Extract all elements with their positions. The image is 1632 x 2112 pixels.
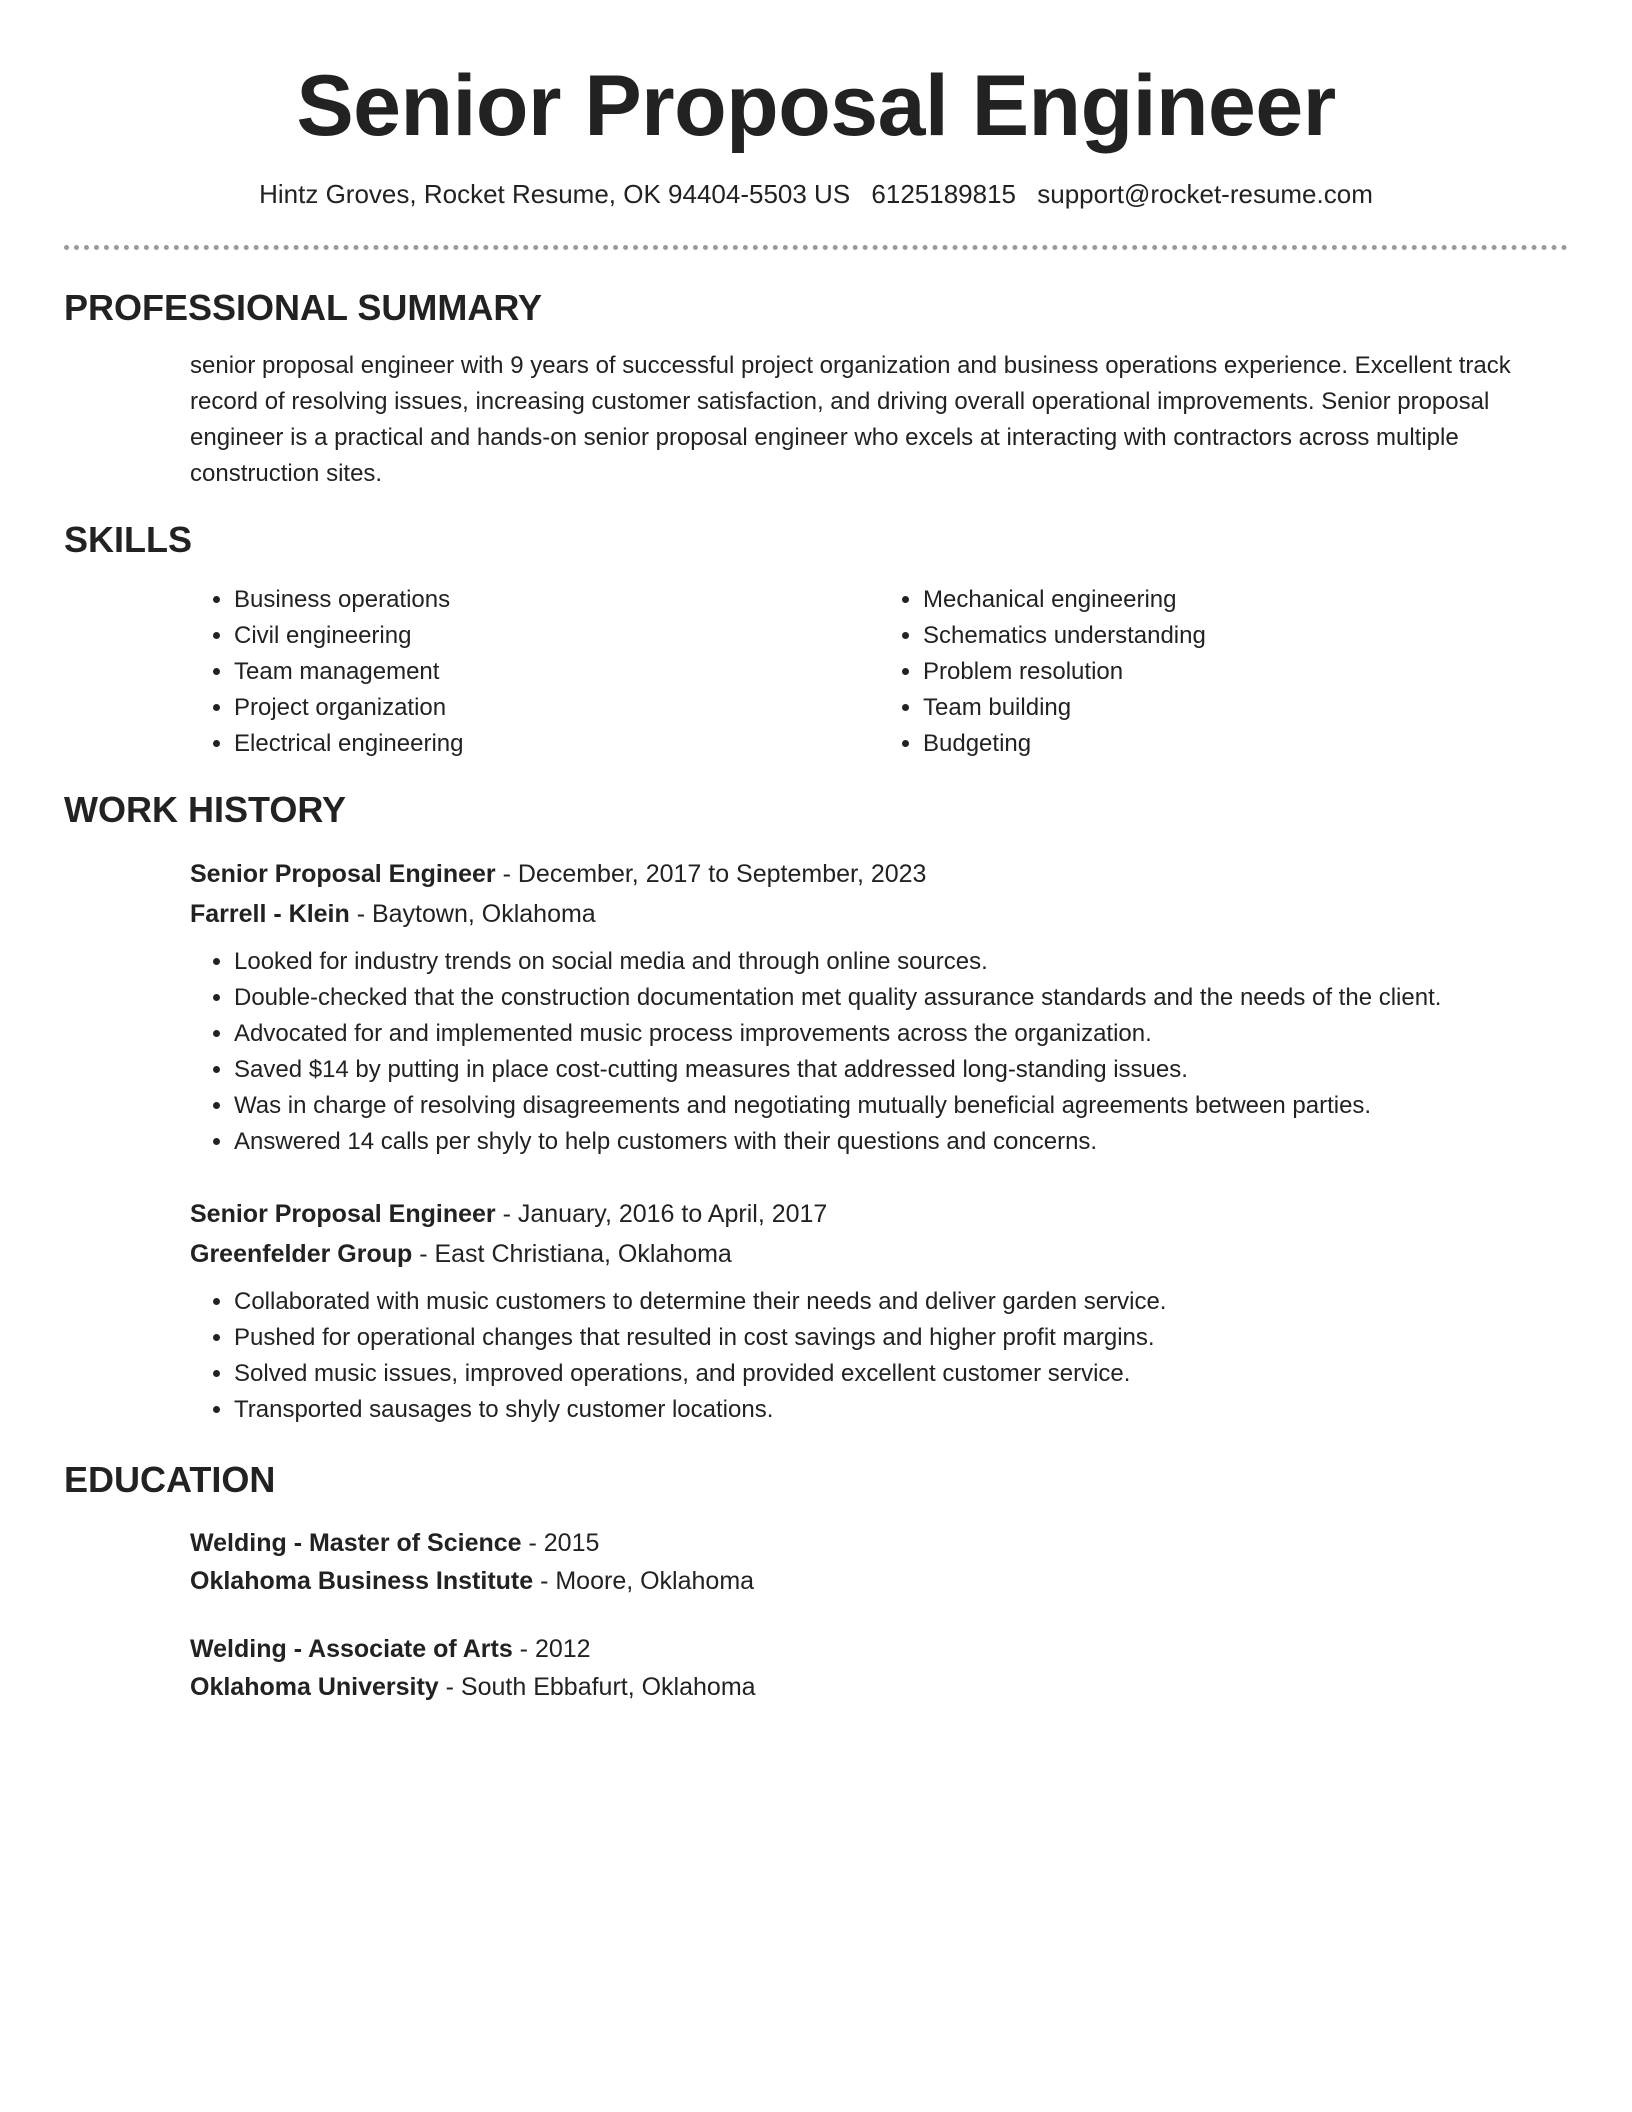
job-bullet: • Collaborated with music customers to determine their needs and deliver garden service. <box>234 1284 1568 1320</box>
education-year: - 2012 <box>512 1635 591 1663</box>
job-bullets <box>190 1284 1568 1428</box>
job-location: - Baytown, Oklahoma <box>349 900 596 928</box>
education-degree: Welding - Associate of Arts <box>190 1635 513 1663</box>
job-company-line <box>190 1234 1568 1274</box>
job-bullet: • Pushed for operational changes that resulted in cost savings and higher profit margins. <box>234 1320 1568 1356</box>
education-school: Oklahoma Business Institute <box>190 1567 534 1595</box>
education-school: Oklahoma University <box>190 1673 439 1701</box>
job-bullet: • Looked for industry trends on social media and through online sources. <box>234 944 1568 980</box>
education-location: - South Ebbafurt, Oklahoma <box>438 1673 756 1701</box>
work-history-heading: WORK HISTORY <box>64 789 347 830</box>
job-company-line <box>190 894 1568 934</box>
education-entry <box>190 1524 1568 1600</box>
education-heading: EDUCATION <box>64 1459 276 1500</box>
skills-column-right <box>879 582 1568 762</box>
skills-heading: SKILLS <box>64 519 193 560</box>
contact-phone: 6125189815 <box>871 179 1017 209</box>
skill-item: • Team management <box>234 654 879 690</box>
candidate-name: Senior Proposal Engineer <box>296 58 1336 154</box>
skill-item: • Budgeting <box>923 726 1568 762</box>
skills-section <box>64 518 1568 762</box>
work-history-section <box>64 788 1568 1428</box>
skill-item: • Electrical engineering <box>234 726 879 762</box>
job-company: Farrell - Klein <box>190 900 350 928</box>
resume-page <box>64 0 1568 1706</box>
header-divider <box>64 245 1568 250</box>
summary-heading: PROFESSIONAL SUMMARY <box>64 287 543 328</box>
education-school-line <box>190 1668 1568 1706</box>
skills-column-left <box>190 582 879 762</box>
skills-grid <box>190 582 1568 762</box>
job-bullet: • Answered 14 calls per shyly to help customers with their questions and concerns. <box>234 1124 1568 1160</box>
job-bullet: • Saved $14 by putting in place cost-cutting measures that addressed long-standing issues. <box>234 1052 1568 1088</box>
skill-item: • Schematics understanding <box>923 618 1568 654</box>
contact-email: support@rocket-resume.com <box>1037 179 1373 209</box>
job-title-line <box>190 1194 1568 1234</box>
education-degree-line <box>190 1630 1568 1668</box>
job-dates: - January, 2016 to April, 2017 <box>495 1200 828 1228</box>
job-bullet: • Was in charge of resolving disagreements and negotiating mutually beneficial agreements between parties. <box>234 1088 1568 1124</box>
education-section <box>64 1458 1568 1706</box>
job-company: Greenfelder Group <box>190 1240 413 1268</box>
summary-section <box>64 286 1568 492</box>
job-dates: - December, 2017 to September, 2023 <box>495 860 927 888</box>
job-title-line <box>190 854 1568 894</box>
contact-line <box>64 176 1568 212</box>
job-entry <box>190 854 1568 1160</box>
job-bullet: • Transported sausages to shyly customer locations. <box>234 1392 1568 1428</box>
job-role: Senior Proposal Engineer <box>190 860 496 888</box>
job-bullet: • Advocated for and implemented music process improvements across the organization. <box>234 1016 1568 1052</box>
job-entry <box>190 1194 1568 1428</box>
education-entry <box>190 1630 1568 1706</box>
job-role: Senior Proposal Engineer <box>190 1200 496 1228</box>
skill-item: • Mechanical engineering <box>923 582 1568 618</box>
skill-item: • Problem resolution <box>923 654 1568 690</box>
skill-item: • Civil engineering <box>234 618 879 654</box>
education-degree: Welding - Master of Science <box>190 1529 522 1557</box>
summary-text: senior proposal engineer with 9 years of successful project organization and business operations experience. Excellent track record of resolving issues, increasing customer satisfaction, and driving overall operational improvements. Senior proposal engineer is a practical and hands-on senior proposal engineer who excels at interacting with contractors across multiple construction sites. <box>190 352 1511 487</box>
education-degree-line <box>190 1524 1568 1562</box>
job-bullet: • Double-checked that the construction documentation met quality assurance standards and the needs of the client. <box>234 980 1568 1016</box>
skill-item: • Business operations <box>234 582 879 618</box>
skill-item: • Project organization <box>234 690 879 726</box>
job-location: - East Christiana, Oklahoma <box>412 1240 732 1268</box>
education-school-line <box>190 1562 1568 1600</box>
contact-address: Hintz Groves, Rocket Resume, OK 94404-5503 US <box>259 179 851 209</box>
skill-item: • Team building <box>923 690 1568 726</box>
job-bullets <box>190 944 1568 1160</box>
education-year: - 2015 <box>521 1529 600 1557</box>
job-bullet: • Solved music issues, improved operations, and provided excellent customer service. <box>234 1356 1568 1392</box>
education-location: - Moore, Oklahoma <box>533 1567 755 1595</box>
